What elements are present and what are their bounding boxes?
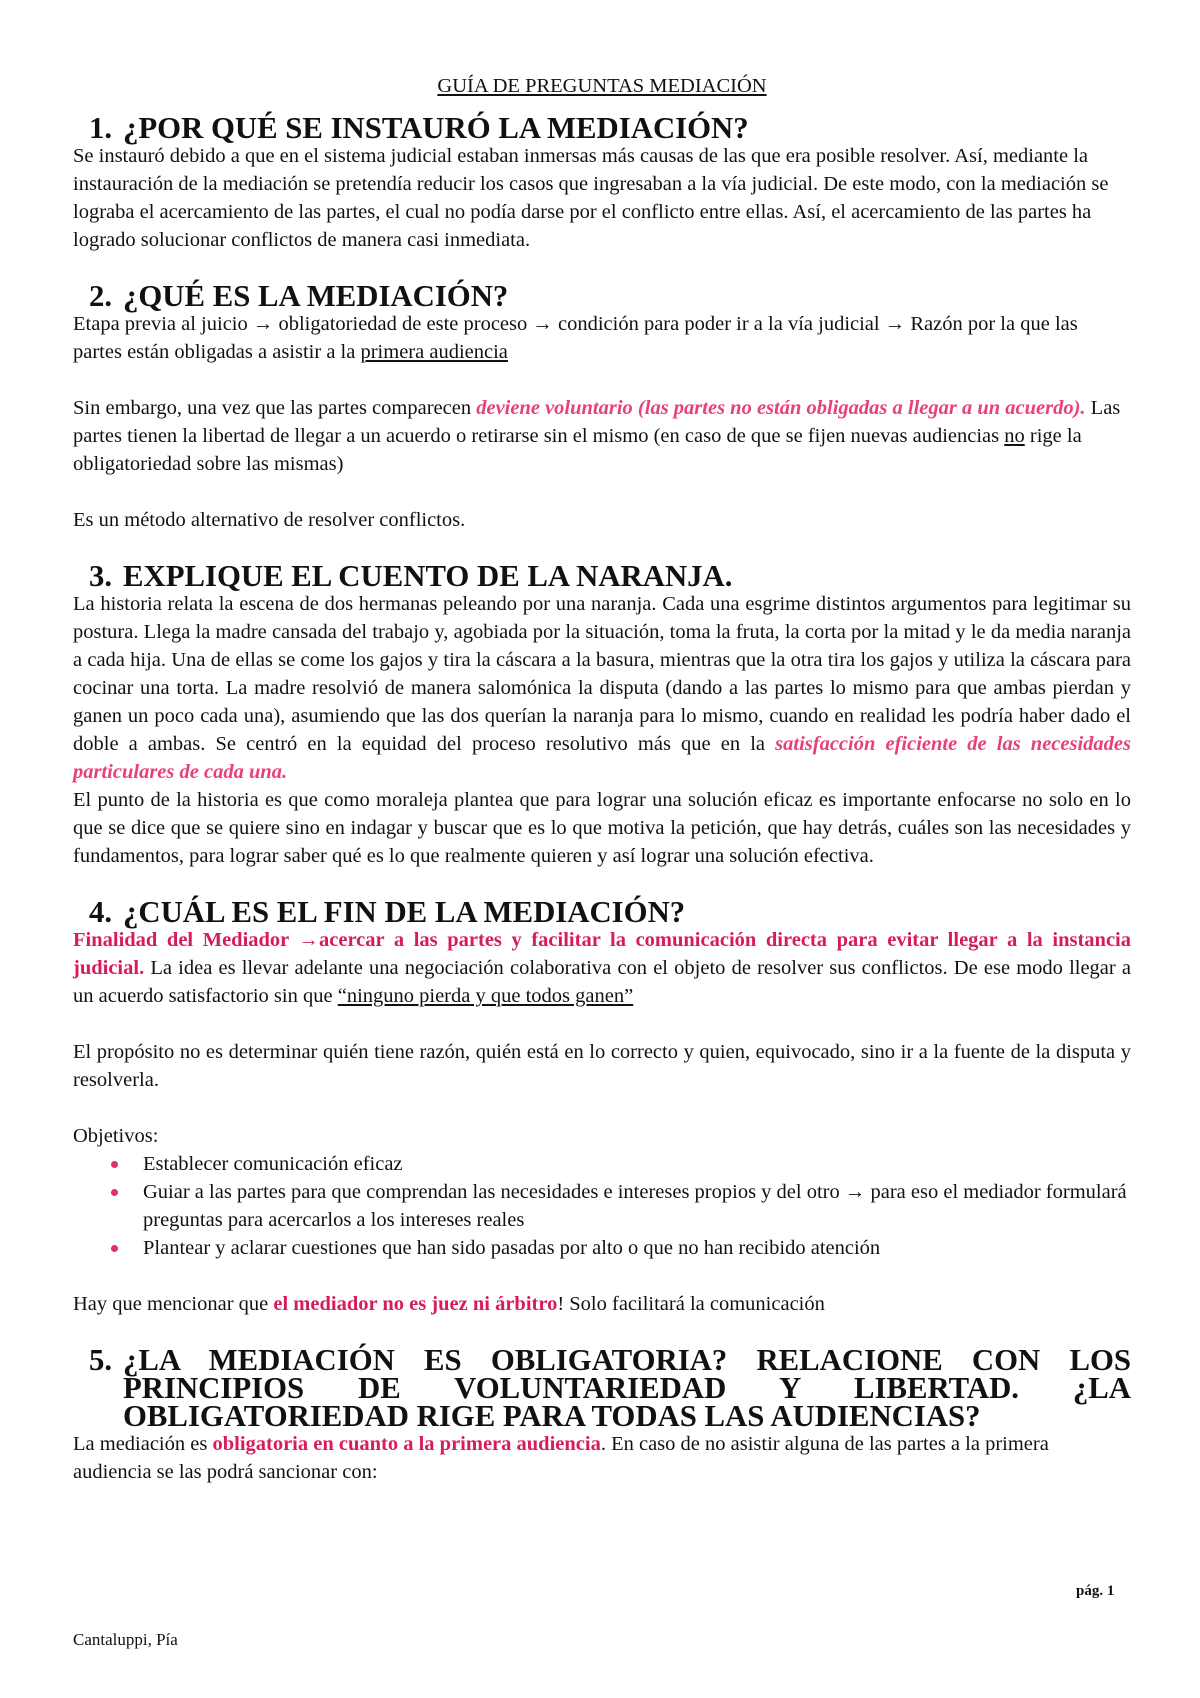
answer-2-text-b: Las partes tienen la libertad de llegar a un acuerdo o retirarse sin el mismo (en caso de que se fijen nuevas audiencias (73, 397, 1121, 447)
question-2-number: 2. (89, 279, 113, 313)
answer-3-paragraph-1 (73, 590, 1131, 786)
answer-2-paragraph-2 (73, 394, 1131, 478)
answer-4-text-3a: Hay que mencionar que (73, 1293, 274, 1315)
highlight-finalidad: Finalidad del Mediador →acercar a las partes y facilitar la comunicación directa para evitar llegar a la instancia judicial. (73, 929, 1131, 979)
answer-2-paragraph-3: Es un método alternativo de resolver conflictos. (73, 509, 466, 531)
highlight-no-juez: el mediador no es juez ni árbitro (273, 1293, 558, 1315)
highlight-voluntario: deviene voluntario (las partes no están obligadas a llegar a un acuerdo). (476, 397, 1086, 419)
answer-5-paragraph (73, 1430, 1131, 1486)
answer-2-text: Etapa previa al juicio → obligatoriedad de este proceso → condición para poder ir a la vía judicial → Razón por la que las partes están obligadas a asistir a la (73, 313, 1078, 363)
question-1-text: ¿POR QUÉ SE INSTAURÓ LA MEDIACIÓN? (123, 111, 749, 145)
answer-4-paragraph-3 (73, 1290, 1131, 1318)
objectives-list (73, 1150, 1131, 1262)
answer-4-paragraph-1 (73, 926, 1131, 1010)
objectives-label: Objetivos: (73, 1125, 159, 1147)
answer-2-paragraph-1 (73, 310, 1131, 366)
question-4-heading (73, 895, 1131, 929)
answer-3-text: La historia relata la escena de dos hermanas peleando por una naranja. Cada una esgrime distintos argumentos para legitimar su postura. Llega la madre cansada del trabajo y, agobiada por la situación, toma la fruta, la corta por la mitad y le da media naranja a cada hija. Una de ellas se come los gajos y tira la cáscara a la basura, mientras que la otra tira los gajos y utiliza la cáscara para cocinar una torta. La madre resolvió de manera salomónica la disputa (dando a las partes lo mismo para que ambas pierdan y ganen un poco cada una), asumiendo que las dos querían la naranja para lo mismo, cuando en realidad les podría haber dado el doble a ambas. Se centró en la equidad del proceso resolutivo más que en la (73, 593, 1131, 755)
question-5-heading (73, 1343, 1131, 1433)
question-3-text: EXPLIQUE EL CUENTO DE LA NARANJA. (123, 559, 733, 593)
answer-5-text-b: . En caso de no asistir alguna de las partes a la primera audiencia se las podrá sancionar con: (73, 1433, 1049, 1483)
answer-5-text-a: La mediación es (73, 1433, 213, 1455)
question-2-text: ¿QUÉ ES LA MEDIACIÓN? (123, 279, 509, 313)
answer-4-text-3b: ! Solo facilitará la comunicación (557, 1293, 825, 1315)
question-3-heading (73, 559, 1131, 593)
bullet-icon (111, 1161, 118, 1168)
page-number: pág. 1 (1076, 1583, 1115, 1599)
question-4-text: ¿CUÁL ES EL FIN DE LA MEDIACIÓN? (123, 895, 686, 929)
ninguno-pierda-underlined: “ninguno pierda y que todos ganen” (337, 985, 634, 1007)
primera-audiencia-underlined: primera audiencia (360, 341, 508, 363)
answer-1-paragraph: Se instauró debido a que en el sistema judicial estaban inmersas más causas de las que era posible resolver. Así, mediante la instauración de la mediación se pretendía reducir los casos que ingresaban a la vía judicial. De este modo, con la mediación se lograba el acercamiento de las partes, el cual no podía darse por el conflicto entre ellas. Así, el acercamiento de las partes ha logrado solucionar conflictos de manera casi inmediata. (73, 145, 1109, 251)
question-5-text: ¿LA MEDIACIÓN ES OBLIGATORIA? RELACIONE CON LOS PRINCIPIOS DE VOLUNTARIEDAD Y LIBERTAD. ¿LA OBLIGATORIEDAD RIGE PARA TODAS LAS AUDIENCIAS? (123, 1343, 1131, 1433)
answer-2-text-a: Sin embargo, una vez que las partes comparecen (73, 397, 477, 419)
list-item: Establecer comunicación eficaz (73, 1150, 1131, 1178)
list-item: Plantear y aclarar cuestiones que han sido pasadas por alto o que no han recibido atención (73, 1234, 1131, 1262)
footer-author: Cantaluppi, Pía (73, 1630, 178, 1649)
list-item: Guiar a las partes para que comprendan las necesidades e intereses propios y del otro → para eso el mediador formulará preguntas para acercarlos a los intereses reales (73, 1178, 1131, 1234)
answer-4-paragraph-2: El propósito no es determinar quién tiene razón, quién está en lo correcto y quien, equivocado, sino ir a la fuente de la disputa y resolverla. (73, 1041, 1131, 1091)
question-3-number: 3. (89, 559, 113, 593)
question-5-number: 5. (89, 1343, 113, 1377)
no-underlined: no (1004, 425, 1025, 447)
question-4-number: 4. (89, 895, 113, 929)
highlight-obligatoria: obligatoria en cuanto a la primera audiencia (212, 1433, 601, 1455)
bullet-icon (111, 1245, 118, 1252)
question-2-heading (73, 279, 1131, 313)
bullet-icon (111, 1189, 118, 1196)
highlight-satisfaccion: satisfacción eficiente de las necesidades particulares de cada una. (73, 733, 1131, 783)
answer-3-paragraph-2: El punto de la historia es que como moraleja plantea que para lograr una solución eficaz es importante enfocarse no solo en lo que se dice que se quiere sino en indagar y buscar que es lo que motiva la petición, que hay detrás, cuáles son las necesidades y fundamentos, para lograr saber qué es lo que realmente quieren y así lograr una solución efectiva. (73, 789, 1131, 867)
document-body (73, 72, 1131, 1486)
answer-2-text-c: rige la obligatoriedad sobre las mismas) (73, 425, 1082, 475)
answer-4-text: La idea es llevar adelante una negociación colaborativa con el objeto de resolver sus conflictos. De ese modo llegar a un acuerdo satisfactorio sin que (73, 957, 1131, 1007)
question-1-heading (73, 111, 1131, 145)
document-title: GUÍA DE PREGUNTAS MEDIACIÓN (437, 75, 767, 97)
question-1-number: 1. (89, 111, 113, 145)
